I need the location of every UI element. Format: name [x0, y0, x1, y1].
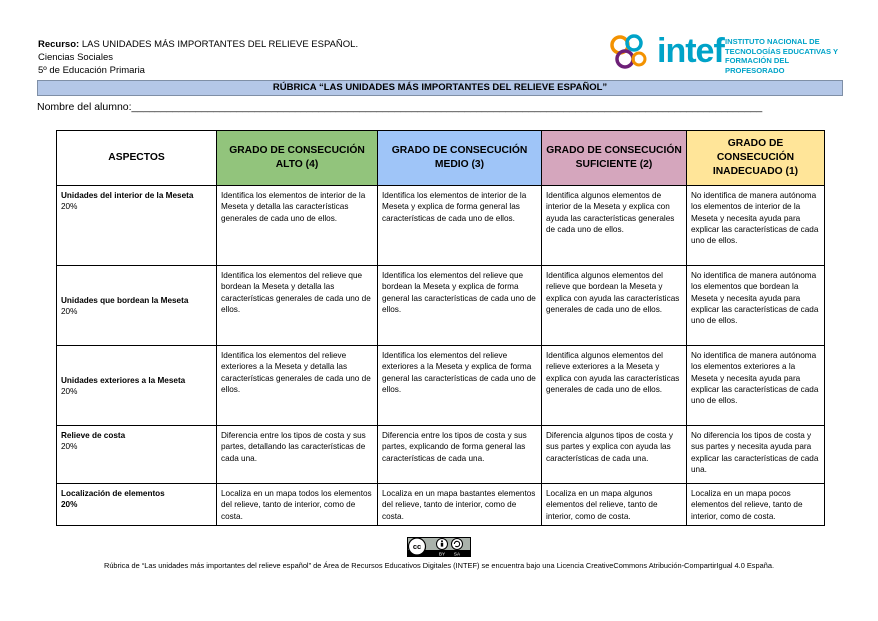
criteria-cell: Identifica algunos elementos del relieve que bordean la Meseta y explica con ayuda las características generales de cada uno de ellos.	[542, 266, 687, 346]
resource-label: Recurso:	[38, 39, 80, 50]
table-header-row	[57, 131, 825, 186]
criteria-cell: Diferencia entre los tipos de costa y sus partes, explicando de forma general las características de cada una.	[378, 426, 542, 484]
criteria-cell: No identifica de manera autónoma los elementos que bordean la Meseta y necesita ayuda para explicar las características de cada uno de ellos.	[687, 266, 825, 346]
cc-by-sa-icon	[407, 537, 471, 557]
aspect-name: Unidades exteriores a la Meseta	[61, 375, 186, 385]
column-header-aspects: ASPECTOS	[57, 131, 217, 186]
by-mark: BY	[438, 551, 446, 557]
rubric-title: RÚBRICA “LAS UNIDADES MÁS IMPORTANTES DEL RELIEVE ESPAÑOL”	[37, 80, 843, 96]
criteria-cell: Identifica los elementos del relieve exteriores a la Meseta y detalla las características generales de cada uno de ellos.	[217, 346, 378, 426]
license-footer: Rúbrica de “Las unidades más importantes del relieve español” de Área de Recursos Educativos Digitales (INTEF) se encuentra bajo una Licencia CreativeCommons Atribución-CompartirIgual 4.0 España.	[103, 561, 774, 570]
criteria-cell: Identifica los elementos del relieve exteriores a la Meseta y explica de forma general las características de cada uno de ellos.	[378, 346, 542, 426]
document-header	[38, 38, 358, 77]
institute-line-1: INSTITUTO NACIONAL DE	[725, 37, 820, 46]
institute-name	[725, 37, 848, 75]
table-row	[57, 186, 825, 266]
student-name-field: Nombre del alumno:____________________________________________________________________________________________________________	[37, 101, 763, 113]
criteria-cell: Identifica algunos elementos de interior de la Meseta y explica con ayuda las características generales de cada uno de ellos.	[542, 186, 687, 266]
aspect-cell	[57, 266, 217, 346]
table-row	[57, 484, 825, 526]
criteria-cell: No diferencia los tipos de costa y sus partes y necesita ayuda para explicar las características de cada una.	[687, 426, 825, 484]
criteria-cell: Identifica los elementos del relieve que bordean la Meseta y explica de forma general las características de cada uno de ellos.	[378, 266, 542, 346]
criteria-cell: No identifica de manera autónoma los elementos de interior de la Meseta y necesita ayuda para explicar las características de cada uno de ellos.	[687, 186, 825, 266]
criteria-cell: No identifica de manera autónoma los elementos exteriores a la Meseta y necesita ayuda para explicar las características de cada uno de ellos.	[687, 346, 825, 426]
institute-line-3: FORMACIÓN DEL PROFESORADO	[725, 56, 789, 75]
subject-line: Ciencias Sociales	[38, 52, 113, 63]
aspect-name: Unidades que bordean la Meseta	[61, 295, 189, 305]
aspect-weight: 20%	[61, 307, 78, 316]
intef-logo	[608, 31, 848, 73]
criteria-cell: Diferencia algunos tipos de costa y sus partes y explica con ayuda las características de cada una.	[542, 426, 687, 484]
intef-logo-icon	[608, 31, 654, 73]
cc-license-badge	[407, 537, 471, 557]
aspect-weight: 20%	[61, 387, 78, 396]
aspect-cell	[57, 484, 217, 526]
aspect-weight: 20%	[61, 202, 78, 212]
grade-line: 5º de Educación Primaria	[38, 65, 145, 76]
criteria-cell: Localiza en un mapa todos los elementos del relieve, tanto de interior, como de costa.	[217, 484, 378, 526]
resource-value: LAS UNIDADES MÁS IMPORTANTES DEL RELIEVE ESPAÑOL.	[79, 39, 359, 50]
aspect-weight: 20%	[61, 442, 78, 452]
aspect-name: Unidades del interior de la Meseta	[61, 191, 194, 200]
column-header-suficiente: GRADO DE CONSECUCIÓN SUFICIENTE (2)	[542, 131, 687, 186]
table-row	[57, 346, 825, 426]
column-header-medio: GRADO DE CONSECUCIÓN MEDIO (3)	[378, 131, 542, 186]
criteria-cell: Localiza en un mapa pocos elementos del relieve, tanto de interior, como de costa.	[687, 484, 825, 526]
rubric-table	[56, 130, 825, 526]
aspect-cell	[57, 346, 217, 426]
aspect-name: Localización de elementos	[61, 489, 165, 498]
column-header-alto: GRADO DE CONSECUCIÓN ALTO (4)	[217, 131, 378, 186]
column-header-inadecuado: GRADO DE CONSECUCIÓN INADECUADO (1)	[687, 131, 825, 186]
table-row	[57, 426, 825, 484]
criteria-cell: Identifica los elementos de interior de la Meseta y explica de forma general las características de cada uno de ellos.	[378, 186, 542, 266]
aspect-cell	[57, 426, 217, 484]
sa-mark: SA	[453, 551, 461, 557]
criteria-cell: Diferencia entre los tipos de costa y sus partes, detallando las características de cada una.	[217, 426, 378, 484]
aspect-name: Relieve de costa	[61, 431, 126, 440]
institute-line-2: TECNOLOGÍAS EDUCATIVAS Y	[725, 46, 839, 56]
criteria-cell: Identifica los elementos del relieve que bordean la Meseta y detalla las características generales de cada uno de ellos.	[217, 266, 378, 346]
criteria-cell: Identifica los elementos de interior de la Meseta y detalla las características generales de cada uno de ellos.	[217, 186, 378, 266]
criteria-cell: Localiza en un mapa algunos elementos del relieve, tanto de interior, como de costa.	[542, 484, 687, 526]
intef-wordmark: intef	[657, 32, 724, 70]
criteria-cell: Identifica algunos elementos del relieve exteriores a la Meseta y explica con ayuda las características generales de cada uno de ellos.	[542, 346, 687, 426]
aspect-weight: 20%	[61, 500, 78, 510]
criteria-cell: Localiza en un mapa bastantes elementos del relieve, tanto de interior, como de costa.	[378, 484, 542, 526]
resource-line	[38, 38, 358, 51]
cc-mark: cc	[412, 542, 422, 552]
table-row	[57, 266, 825, 346]
aspect-cell	[57, 186, 217, 266]
